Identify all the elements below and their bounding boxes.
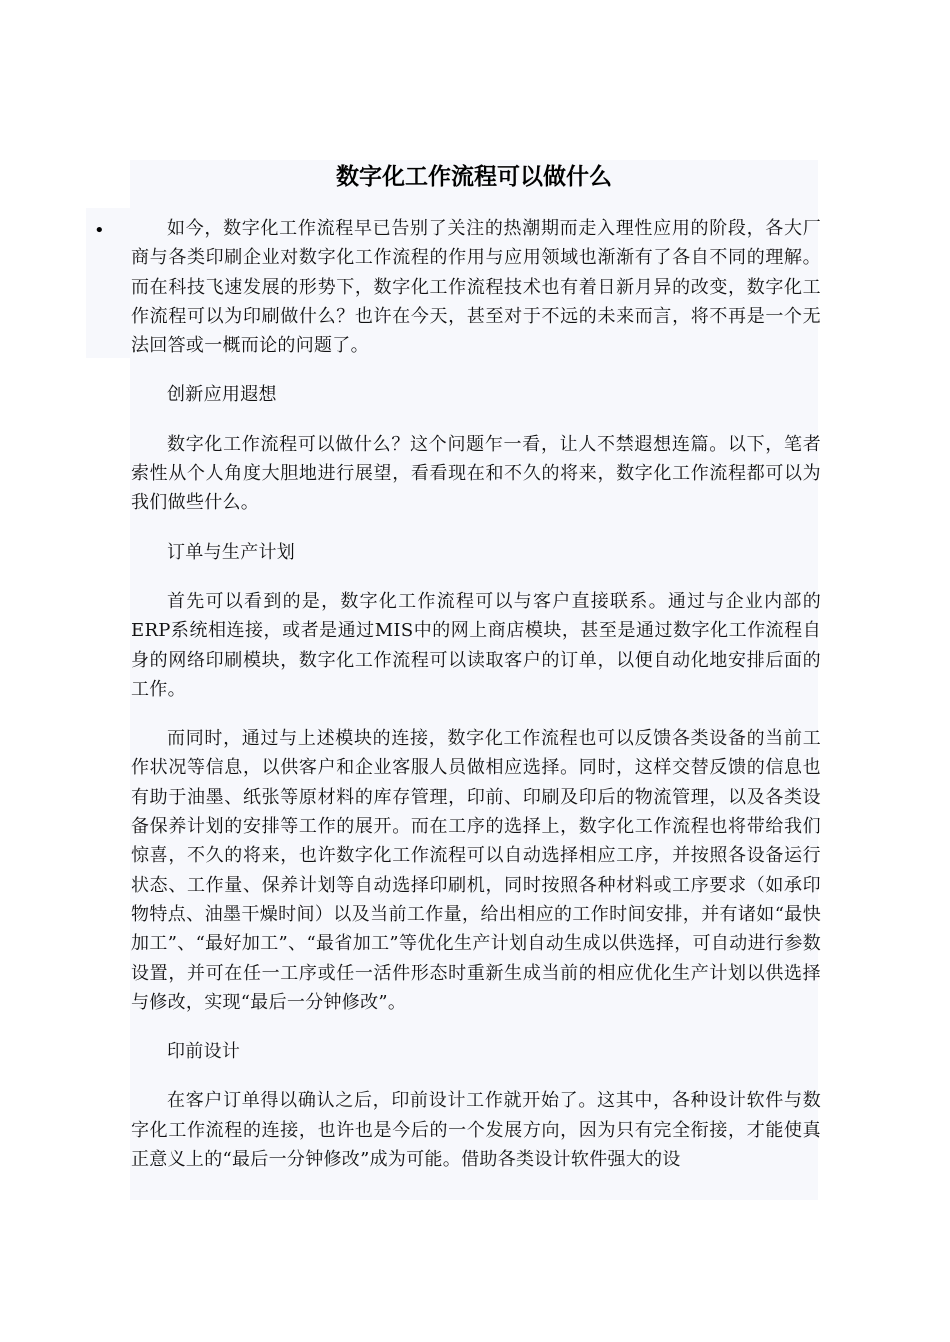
paragraph-innovation: 数字化工作流程可以做什么？这个问题乍一看，让人不禁遐想连篇。以下，笔者索性从个人角度大胆地进行展望，看看现在和不久的将来，数字化工作流程都可以为我们做些什么。: [131, 433, 821, 514]
paragraph-orders-1: 首先可以看到的是，数字化工作流程可以与客户直接联系。通过与企业内部的ERP系统相连接，或者是通过MIS中的网上商店模块，甚至是通过数字化工作流程自身的网络印刷模块，数字化工作流程可以读取客户的订单，以便自动化地安排后面的工作。: [131, 590, 821, 700]
paragraph-orders-2: 而同时，通过与上述模块的连接，数字化工作流程也可以反馈各类设备的当前工作状况等信息，以供客户和企业客服人员做相应选择。同时，这样交替反馈的信息也有助于油墨、纸张等原材料的库存管理，印前、印刷及印后的物流管理，以及各类设备保养计划的安排等工作的展开。而在工序的选择上，数字化工作流程也将带给我们惊喜，不久的将来，也许数字化工作流程可以自动选择相应工序，并按照各设备运行状态、工作量、保养计划等自动选择印刷机，同时按照各种材料或工序要求（如承印物特点、油墨干燥时间）以及当前工作量，给出相应的工作时间安排，并有诸如“最快加工”、“最好加工”、“最省加工”等优化生产计划自动生成以供选择，可自动进行参数设置，并可在任一工序或任一活件形态时重新生成当前的相应优化生产计划以供选择与修改，实现“最后一分钟修改”。: [131, 728, 821, 1013]
list-bullet: •: [94, 220, 105, 241]
section-heading-orders: 订单与生产计划: [167, 541, 296, 563]
paragraph-prepress: 在客户订单得以确认之后，印前设计工作就开始了。这其中，各种设计软件与数字化工作流程的连接，也许也是今后的一个发展方向，因为只有完全衔接，才能使真正意义上的“最后一分钟修改”成为可能。借助各类设计软件强大的设: [131, 1090, 821, 1171]
section-heading-prepress: 印前设计: [167, 1041, 241, 1063]
bullet-panel: [86, 208, 130, 358]
article-body: [131, 214, 821, 1194]
intro-paragraph: 如今，数字化工作流程早已告别了关注的热潮期而走入理性应用的阶段，各大厂商与各类印刷企业对数字化工作流程的作用与应用领域也渐渐有了各自不同的理解。而在科技飞速发展的形势下，数字化工作流程技术也有着日新月异的改变，数字化工作流程可以为印刷做什么？也许在今天，甚至对于不远的未来而言，将不再是一个无法回答或一概而论的问题了。: [131, 218, 821, 357]
section-heading-innovation: 创新应用遐想: [167, 384, 277, 406]
page-title: 数字化工作流程可以做什么: [336, 164, 612, 190]
